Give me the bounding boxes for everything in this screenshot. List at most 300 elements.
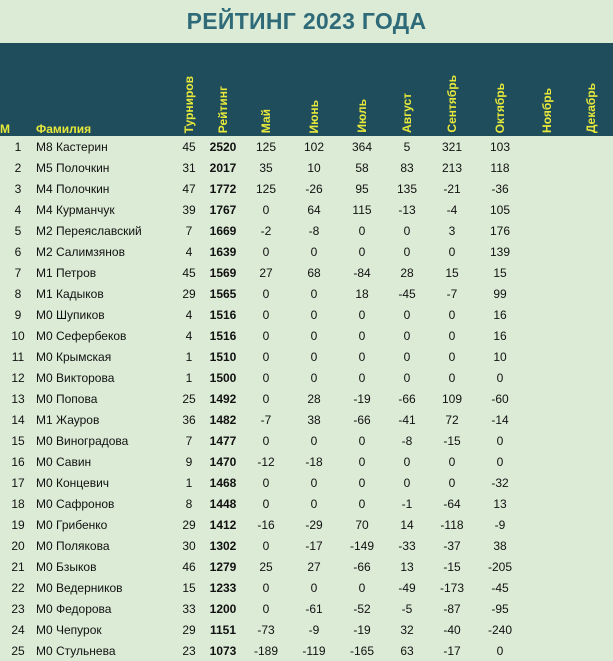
table-row	[0, 535, 613, 556]
cell-september: -15	[428, 430, 476, 451]
cell-rating: 1470	[204, 451, 242, 472]
cell-july: 0	[338, 325, 386, 346]
cell-december	[569, 367, 613, 388]
rating-table	[0, 43, 613, 661]
cell-name: М1 Жауров	[36, 409, 174, 430]
table-row	[0, 598, 613, 619]
cell-october: -240	[476, 619, 524, 640]
table-row	[0, 472, 613, 493]
cell-may: -189	[242, 640, 290, 661]
cell-name: М5 Полочкин	[36, 157, 174, 178]
cell-june: -29	[290, 514, 338, 535]
cell-name: М0 Сефербеков	[36, 325, 174, 346]
cell-june: 0	[290, 304, 338, 325]
cell-rating: 1482	[204, 409, 242, 430]
cell-september: -15	[428, 556, 476, 577]
cell-august: -41	[386, 409, 428, 430]
page-title: РЕЙТИНГ 2023 ГОДА	[186, 7, 427, 34]
cell-tournaments: 4	[174, 304, 204, 325]
cell-name: М2 Салимзянов	[36, 241, 174, 262]
cell-may: 27	[242, 262, 290, 283]
cell-rating: 1073	[204, 640, 242, 661]
cell-september: -17	[428, 640, 476, 661]
cell-june: 0	[290, 346, 338, 367]
cell-july: -19	[338, 619, 386, 640]
cell-august: -66	[386, 388, 428, 409]
cell-june: 64	[290, 199, 338, 220]
cell-tournaments: 29	[174, 514, 204, 535]
cell-tournaments: 39	[174, 199, 204, 220]
cell-august: 0	[386, 367, 428, 388]
cell-december	[569, 136, 613, 157]
cell-november	[524, 430, 569, 451]
cell-november	[524, 409, 569, 430]
cell-september: -4	[428, 199, 476, 220]
table-row	[0, 283, 613, 304]
cell-rating: 1516	[204, 304, 242, 325]
cell-may: 0	[242, 241, 290, 262]
cell-august: -33	[386, 535, 428, 556]
cell-number: 20	[0, 535, 36, 556]
cell-june: 0	[290, 430, 338, 451]
cell-november	[524, 493, 569, 514]
cell-december	[569, 535, 613, 556]
cell-number: 13	[0, 388, 36, 409]
cell-august: -45	[386, 283, 428, 304]
cell-name: М0 Грибенко	[36, 514, 174, 535]
cell-number: 10	[0, 325, 36, 346]
cell-october: -95	[476, 598, 524, 619]
cell-october: 118	[476, 157, 524, 178]
cell-june: -18	[290, 451, 338, 472]
cell-number: 17	[0, 472, 36, 493]
cell-tournaments: 4	[174, 325, 204, 346]
cell-june: -119	[290, 640, 338, 661]
cell-rating: 1412	[204, 514, 242, 535]
cell-august: -8	[386, 430, 428, 451]
cell-number: 22	[0, 577, 36, 598]
cell-tournaments: 25	[174, 388, 204, 409]
cell-june: 0	[290, 367, 338, 388]
cell-name: М0 Савин	[36, 451, 174, 472]
cell-tournaments: 9	[174, 451, 204, 472]
cell-may: 125	[242, 178, 290, 199]
cell-july: 70	[338, 514, 386, 535]
cell-name: М4 Полочкин	[36, 178, 174, 199]
cell-october: 10	[476, 346, 524, 367]
cell-tournaments: 1	[174, 367, 204, 388]
cell-july: 0	[338, 451, 386, 472]
cell-august: 28	[386, 262, 428, 283]
cell-number: 15	[0, 430, 36, 451]
cell-july: 18	[338, 283, 386, 304]
cell-tournaments: 1	[174, 472, 204, 493]
cell-may: 0	[242, 577, 290, 598]
table-row	[0, 220, 613, 241]
cell-tournaments: 46	[174, 556, 204, 577]
cell-october: 99	[476, 283, 524, 304]
cell-name: М0 Крымская	[36, 346, 174, 367]
header-name: Фамилия	[36, 43, 174, 136]
table-row	[0, 241, 613, 262]
cell-rating: 1639	[204, 241, 242, 262]
cell-september: -21	[428, 178, 476, 199]
table-row	[0, 556, 613, 577]
cell-tournaments: 45	[174, 262, 204, 283]
cell-tournaments: 23	[174, 640, 204, 661]
cell-rating: 1492	[204, 388, 242, 409]
cell-may: 0	[242, 598, 290, 619]
cell-rating: 1767	[204, 199, 242, 220]
table-row	[0, 409, 613, 430]
cell-november	[524, 136, 569, 157]
cell-july: -66	[338, 556, 386, 577]
cell-august: -13	[386, 199, 428, 220]
cell-name: М0 Концевич	[36, 472, 174, 493]
cell-july: 0	[338, 304, 386, 325]
cell-number: 24	[0, 619, 36, 640]
cell-may: -7	[242, 409, 290, 430]
cell-august: 0	[386, 472, 428, 493]
cell-december	[569, 451, 613, 472]
cell-november	[524, 157, 569, 178]
cell-number: 14	[0, 409, 36, 430]
cell-november	[524, 514, 569, 535]
cell-number: 4	[0, 199, 36, 220]
cell-number: 25	[0, 640, 36, 661]
cell-rating: 1772	[204, 178, 242, 199]
cell-number: 23	[0, 598, 36, 619]
header-september: Сентябрь	[428, 43, 476, 136]
header-june: Июнь	[290, 43, 338, 136]
cell-number: 7	[0, 262, 36, 283]
cell-october: 139	[476, 241, 524, 262]
cell-tournaments: 30	[174, 535, 204, 556]
cell-rating: 1477	[204, 430, 242, 451]
cell-rating: 1200	[204, 598, 242, 619]
cell-september: 321	[428, 136, 476, 157]
cell-october: -205	[476, 556, 524, 577]
cell-october: 13	[476, 493, 524, 514]
cell-rating: 1516	[204, 325, 242, 346]
cell-may: 0	[242, 304, 290, 325]
cell-name: М0 Виноградова	[36, 430, 174, 451]
cell-october: 105	[476, 199, 524, 220]
cell-may: 0	[242, 367, 290, 388]
cell-november	[524, 388, 569, 409]
cell-september: 0	[428, 451, 476, 472]
cell-rating: 1151	[204, 619, 242, 640]
header-november: Ноябрь	[524, 43, 569, 136]
cell-may: 0	[242, 472, 290, 493]
cell-august: 0	[386, 220, 428, 241]
cell-september: -87	[428, 598, 476, 619]
cell-june: -61	[290, 598, 338, 619]
cell-november	[524, 535, 569, 556]
cell-tournaments: 31	[174, 157, 204, 178]
cell-name: М2 Переяславский	[36, 220, 174, 241]
cell-october: 0	[476, 451, 524, 472]
cell-name: М0 Стульнева	[36, 640, 174, 661]
cell-june: 0	[290, 283, 338, 304]
cell-november	[524, 304, 569, 325]
cell-august: 63	[386, 640, 428, 661]
cell-november	[524, 346, 569, 367]
cell-june: 0	[290, 241, 338, 262]
cell-rating: 1279	[204, 556, 242, 577]
cell-october: -14	[476, 409, 524, 430]
cell-rating: 1233	[204, 577, 242, 598]
cell-may: -2	[242, 220, 290, 241]
header-tournaments: Турниров	[174, 43, 204, 136]
cell-june: -26	[290, 178, 338, 199]
cell-december	[569, 430, 613, 451]
cell-october: 0	[476, 430, 524, 451]
cell-name: М1 Кадыков	[36, 283, 174, 304]
cell-rating: 1448	[204, 493, 242, 514]
cell-november	[524, 598, 569, 619]
cell-july: 0	[338, 346, 386, 367]
cell-july: 58	[338, 157, 386, 178]
cell-september: -64	[428, 493, 476, 514]
cell-july: -52	[338, 598, 386, 619]
cell-name: М0 Шупиков	[36, 304, 174, 325]
cell-may: -73	[242, 619, 290, 640]
cell-october: 0	[476, 367, 524, 388]
cell-october: 0	[476, 640, 524, 661]
cell-september: 15	[428, 262, 476, 283]
cell-july: 95	[338, 178, 386, 199]
cell-may: 0	[242, 388, 290, 409]
cell-july: 0	[338, 241, 386, 262]
cell-june: 0	[290, 493, 338, 514]
cell-tournaments: 45	[174, 136, 204, 157]
cell-tournaments: 29	[174, 619, 204, 640]
cell-number: 16	[0, 451, 36, 472]
cell-september: -118	[428, 514, 476, 535]
cell-name: М0 Попова	[36, 388, 174, 409]
cell-tournaments: 15	[174, 577, 204, 598]
cell-december	[569, 304, 613, 325]
header-august: Август	[386, 43, 428, 136]
table-row	[0, 619, 613, 640]
table-row	[0, 388, 613, 409]
cell-november	[524, 472, 569, 493]
cell-rating: 1468	[204, 472, 242, 493]
cell-may: -12	[242, 451, 290, 472]
cell-july: 115	[338, 199, 386, 220]
cell-december	[569, 346, 613, 367]
cell-july: 364	[338, 136, 386, 157]
cell-september: 0	[428, 325, 476, 346]
cell-november	[524, 325, 569, 346]
cell-october: 103	[476, 136, 524, 157]
cell-september: 0	[428, 346, 476, 367]
cell-rating: 1569	[204, 262, 242, 283]
cell-tournaments: 7	[174, 430, 204, 451]
table-row	[0, 136, 613, 157]
table-row	[0, 367, 613, 388]
cell-may: 0	[242, 430, 290, 451]
cell-number: 12	[0, 367, 36, 388]
cell-name: М4 Курманчук	[36, 199, 174, 220]
cell-number: 9	[0, 304, 36, 325]
cell-december	[569, 199, 613, 220]
cell-september: 0	[428, 367, 476, 388]
cell-november	[524, 220, 569, 241]
cell-may: -16	[242, 514, 290, 535]
cell-july: 0	[338, 430, 386, 451]
cell-october: 38	[476, 535, 524, 556]
cell-august: 0	[386, 451, 428, 472]
cell-november	[524, 556, 569, 577]
cell-august: 0	[386, 304, 428, 325]
header-october: Октябрь	[476, 43, 524, 136]
cell-name: М0 Полякова	[36, 535, 174, 556]
cell-december	[569, 514, 613, 535]
cell-august: 0	[386, 241, 428, 262]
cell-june: 28	[290, 388, 338, 409]
cell-october: -32	[476, 472, 524, 493]
cell-november	[524, 262, 569, 283]
header-rating: Рейтинг	[204, 43, 242, 136]
cell-september: 0	[428, 241, 476, 262]
table-row	[0, 199, 613, 220]
cell-june: 0	[290, 325, 338, 346]
cell-december	[569, 283, 613, 304]
cell-july: 0	[338, 472, 386, 493]
table-row	[0, 325, 613, 346]
cell-june: 0	[290, 472, 338, 493]
cell-june: 68	[290, 262, 338, 283]
cell-may: 0	[242, 199, 290, 220]
cell-number: 18	[0, 493, 36, 514]
table-row	[0, 346, 613, 367]
cell-number: 5	[0, 220, 36, 241]
cell-may: 0	[242, 283, 290, 304]
cell-may: 0	[242, 535, 290, 556]
cell-august: 14	[386, 514, 428, 535]
header-may: Май	[242, 43, 290, 136]
cell-december	[569, 556, 613, 577]
cell-november	[524, 367, 569, 388]
cell-october: -36	[476, 178, 524, 199]
cell-december	[569, 178, 613, 199]
cell-rating: 2017	[204, 157, 242, 178]
cell-may: 125	[242, 136, 290, 157]
table-row	[0, 304, 613, 325]
cell-rating: 1669	[204, 220, 242, 241]
cell-june: -9	[290, 619, 338, 640]
cell-tournaments: 33	[174, 598, 204, 619]
cell-november	[524, 577, 569, 598]
table-header	[0, 43, 613, 136]
cell-august: -1	[386, 493, 428, 514]
cell-july: -66	[338, 409, 386, 430]
cell-june: -17	[290, 535, 338, 556]
cell-number: 2	[0, 157, 36, 178]
header-number: М	[0, 43, 36, 136]
cell-december	[569, 472, 613, 493]
cell-number: 21	[0, 556, 36, 577]
cell-july: 0	[338, 577, 386, 598]
cell-december	[569, 598, 613, 619]
cell-august: 83	[386, 157, 428, 178]
cell-number: 3	[0, 178, 36, 199]
table-row	[0, 577, 613, 598]
cell-december	[569, 619, 613, 640]
cell-august: 13	[386, 556, 428, 577]
table-body	[0, 136, 613, 661]
cell-december	[569, 640, 613, 661]
cell-october: -60	[476, 388, 524, 409]
cell-tournaments: 47	[174, 178, 204, 199]
cell-tournaments: 36	[174, 409, 204, 430]
cell-september: 72	[428, 409, 476, 430]
cell-september: -40	[428, 619, 476, 640]
cell-may: 0	[242, 346, 290, 367]
cell-september: 0	[428, 472, 476, 493]
table-row	[0, 262, 613, 283]
cell-december	[569, 577, 613, 598]
table-row	[0, 451, 613, 472]
cell-july: -149	[338, 535, 386, 556]
cell-september: 3	[428, 220, 476, 241]
cell-july: -84	[338, 262, 386, 283]
cell-june: 102	[290, 136, 338, 157]
cell-september: -37	[428, 535, 476, 556]
cell-may: 35	[242, 157, 290, 178]
cell-number: 1	[0, 136, 36, 157]
cell-name: М0 Федорова	[36, 598, 174, 619]
cell-august: -49	[386, 577, 428, 598]
cell-name: М0 Викторова	[36, 367, 174, 388]
cell-june: 0	[290, 577, 338, 598]
cell-october: -9	[476, 514, 524, 535]
cell-number: 8	[0, 283, 36, 304]
cell-number: 19	[0, 514, 36, 535]
cell-september: 0	[428, 304, 476, 325]
cell-tournaments: 1	[174, 346, 204, 367]
cell-july: -165	[338, 640, 386, 661]
cell-tournaments: 4	[174, 241, 204, 262]
cell-july: 0	[338, 493, 386, 514]
cell-june: 38	[290, 409, 338, 430]
cell-name: М8 Кастерин	[36, 136, 174, 157]
cell-rating: 1302	[204, 535, 242, 556]
cell-july: 0	[338, 220, 386, 241]
cell-november	[524, 283, 569, 304]
cell-number: 11	[0, 346, 36, 367]
cell-november	[524, 178, 569, 199]
cell-tournaments: 29	[174, 283, 204, 304]
cell-november	[524, 619, 569, 640]
cell-september: 213	[428, 157, 476, 178]
cell-rating: 1510	[204, 346, 242, 367]
cell-october: 15	[476, 262, 524, 283]
cell-august: 135	[386, 178, 428, 199]
cell-november	[524, 640, 569, 661]
cell-rating: 1565	[204, 283, 242, 304]
header-december: Декабрь	[569, 43, 613, 136]
cell-name: М0 Ведерников	[36, 577, 174, 598]
cell-august: -5	[386, 598, 428, 619]
cell-name: М0 Сафронов	[36, 493, 174, 514]
cell-september: -173	[428, 577, 476, 598]
cell-may: 25	[242, 556, 290, 577]
cell-october: 176	[476, 220, 524, 241]
cell-august: 5	[386, 136, 428, 157]
